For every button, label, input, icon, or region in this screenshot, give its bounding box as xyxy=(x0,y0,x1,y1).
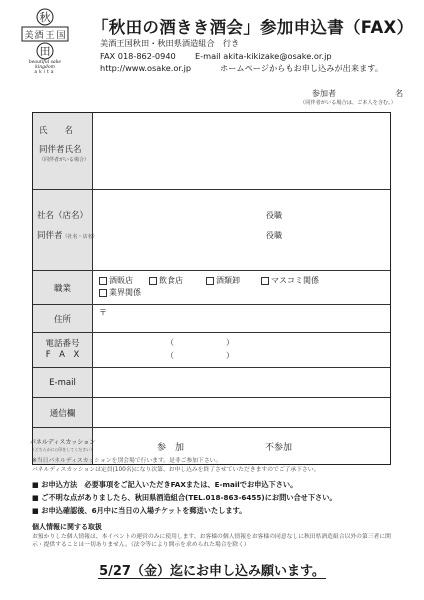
ticket-info: ■ お申込確認後、6月中に当日の入場チケットを郵送いたします。 xyxy=(32,506,247,515)
website-url[interactable]: http://www.osake.or.jp xyxy=(100,63,192,73)
address-field[interactable] xyxy=(93,305,390,332)
email-field[interactable] xyxy=(93,368,390,397)
web-apply-note: ホームページからもお申し込みが出来ます。 xyxy=(220,63,383,73)
organizer-line: 美酒王国秋田・秋田県酒造組合 行き xyxy=(100,38,240,48)
company-label: 社名（店名） xyxy=(37,211,89,221)
fax-label: F A X xyxy=(45,350,80,360)
postal-mark: 〒 xyxy=(99,308,107,317)
email-address[interactable]: E-mail akita-kikizake@osake.or.jp xyxy=(195,51,332,61)
page-title: 「秋田の酒きき酒会」参加申込書（FAX） xyxy=(92,18,414,37)
phone-fax-label-cell xyxy=(33,333,93,367)
panel-note-1: ※当日パネルディスカッションを別会場で行います。是非ご参加下さい。 xyxy=(32,458,222,464)
phone-paren-close: ） xyxy=(226,338,234,347)
address-row xyxy=(33,305,390,333)
comments-field[interactable] xyxy=(93,398,390,427)
option-media[interactable]: マスコミ関係 xyxy=(261,275,319,286)
logo-emblem xyxy=(20,8,70,60)
logo-english: beautiful sake kingdom xyxy=(28,60,62,70)
companion-note: （社名・店名） xyxy=(62,234,98,240)
name-field[interactable] xyxy=(93,113,390,189)
email-label: E-mail xyxy=(33,368,93,397)
contact-info: ■ ご不明な点がありましたら、秋田県酒造組合(TEL.018-863-6455)にお問い合せ下さい。 xyxy=(32,493,337,502)
attend-option[interactable]: 参 加 xyxy=(157,443,185,453)
participant-count[interactable] xyxy=(312,88,403,99)
name-label-cell xyxy=(33,113,93,189)
companion-name-label: 同伴者氏名 xyxy=(39,145,82,155)
comments-label: 通信欄 xyxy=(33,398,93,427)
checkbox[interactable] xyxy=(99,289,107,297)
checkbox[interactable] xyxy=(99,277,107,285)
privacy-body: お預かりした個人情報は、本イベントの運営のみに使用します。お客様の個人情報をお客様の同意なしに秋田県酒造組合以外の第三者に開示・提供することは一切ありません。（法令等により開示を求められた場合を除く） xyxy=(32,534,391,548)
comments-row xyxy=(33,398,390,428)
logo xyxy=(20,8,70,75)
fax-paren-open: （ xyxy=(166,351,174,360)
logo-char-ou: 王 xyxy=(45,31,55,41)
fax-paren-close: ） xyxy=(226,351,234,360)
occupation-row xyxy=(33,271,390,305)
option-industry[interactable]: 業界関係 xyxy=(99,287,141,298)
absent-option[interactable]: 不参加 xyxy=(265,443,293,453)
participant-note: （同伴者がいる場合は、ご本人を含む。） xyxy=(300,100,396,106)
panel-label: パネルディスカッション xyxy=(29,439,96,446)
name-label: 氏 名 xyxy=(39,126,74,136)
company-field[interactable] xyxy=(93,190,390,270)
companion-label: 同伴者 xyxy=(37,231,63,241)
position-label: 役職 xyxy=(266,211,282,220)
logo-char-ta: 田 xyxy=(39,45,51,58)
company-row xyxy=(33,190,390,271)
occupation-field xyxy=(93,271,390,304)
participant-unit: 名 xyxy=(395,89,404,98)
name-row xyxy=(33,113,390,190)
panel-note-2: パネルディスカッションは定員(100名)になり次第、お申し込みを終了させていただきますのでご了承下さい。 xyxy=(32,467,320,473)
fax-number: FAX 018-862-0940 xyxy=(100,51,176,61)
participant-label: 参加者 xyxy=(312,89,336,98)
companion-name-note: （同伴者がいる場合） xyxy=(39,157,90,163)
company-label-cell xyxy=(33,190,98,270)
checkbox[interactable] xyxy=(149,277,157,285)
phone-label: 電話番号 xyxy=(45,339,80,349)
logo-char-koku: 国 xyxy=(56,31,66,41)
application-form xyxy=(29,112,391,465)
how-to-apply: ■ お申込方法 必要事項をご記入いただきFAXまたは、E-mailでお申込下さい。 xyxy=(32,480,298,489)
position-label-2: 役職 xyxy=(266,231,282,240)
option-restaurant[interactable]: 飲食店 xyxy=(149,275,183,286)
panel-note: （どちらかに○印をしてください） xyxy=(30,447,95,452)
phone-fax-field[interactable] xyxy=(93,333,390,367)
checkbox[interactable] xyxy=(261,277,269,285)
deadline-underline xyxy=(98,578,326,579)
privacy-title: 個人情報に関する取扱 xyxy=(32,523,102,531)
logo-char-aki: 秋 xyxy=(39,11,51,24)
phone-paren-open: （ xyxy=(166,338,174,347)
email-row xyxy=(33,368,390,398)
occupation-label: 職業 xyxy=(33,271,93,304)
logo-char-shu: 酒 xyxy=(34,31,44,41)
option-liquor-store[interactable]: 酒販店 xyxy=(99,275,133,286)
checkbox[interactable] xyxy=(206,277,214,285)
phone-fax-row xyxy=(33,333,390,368)
logo-char-bi: 美 xyxy=(24,31,34,41)
logo-romaji: akita xyxy=(34,70,56,75)
deadline: 5/27（金）迄にお申し込み願います。 xyxy=(99,564,325,579)
address-label: 住所 xyxy=(33,305,93,332)
option-wholesaler[interactable]: 酒類卸 xyxy=(206,275,240,286)
